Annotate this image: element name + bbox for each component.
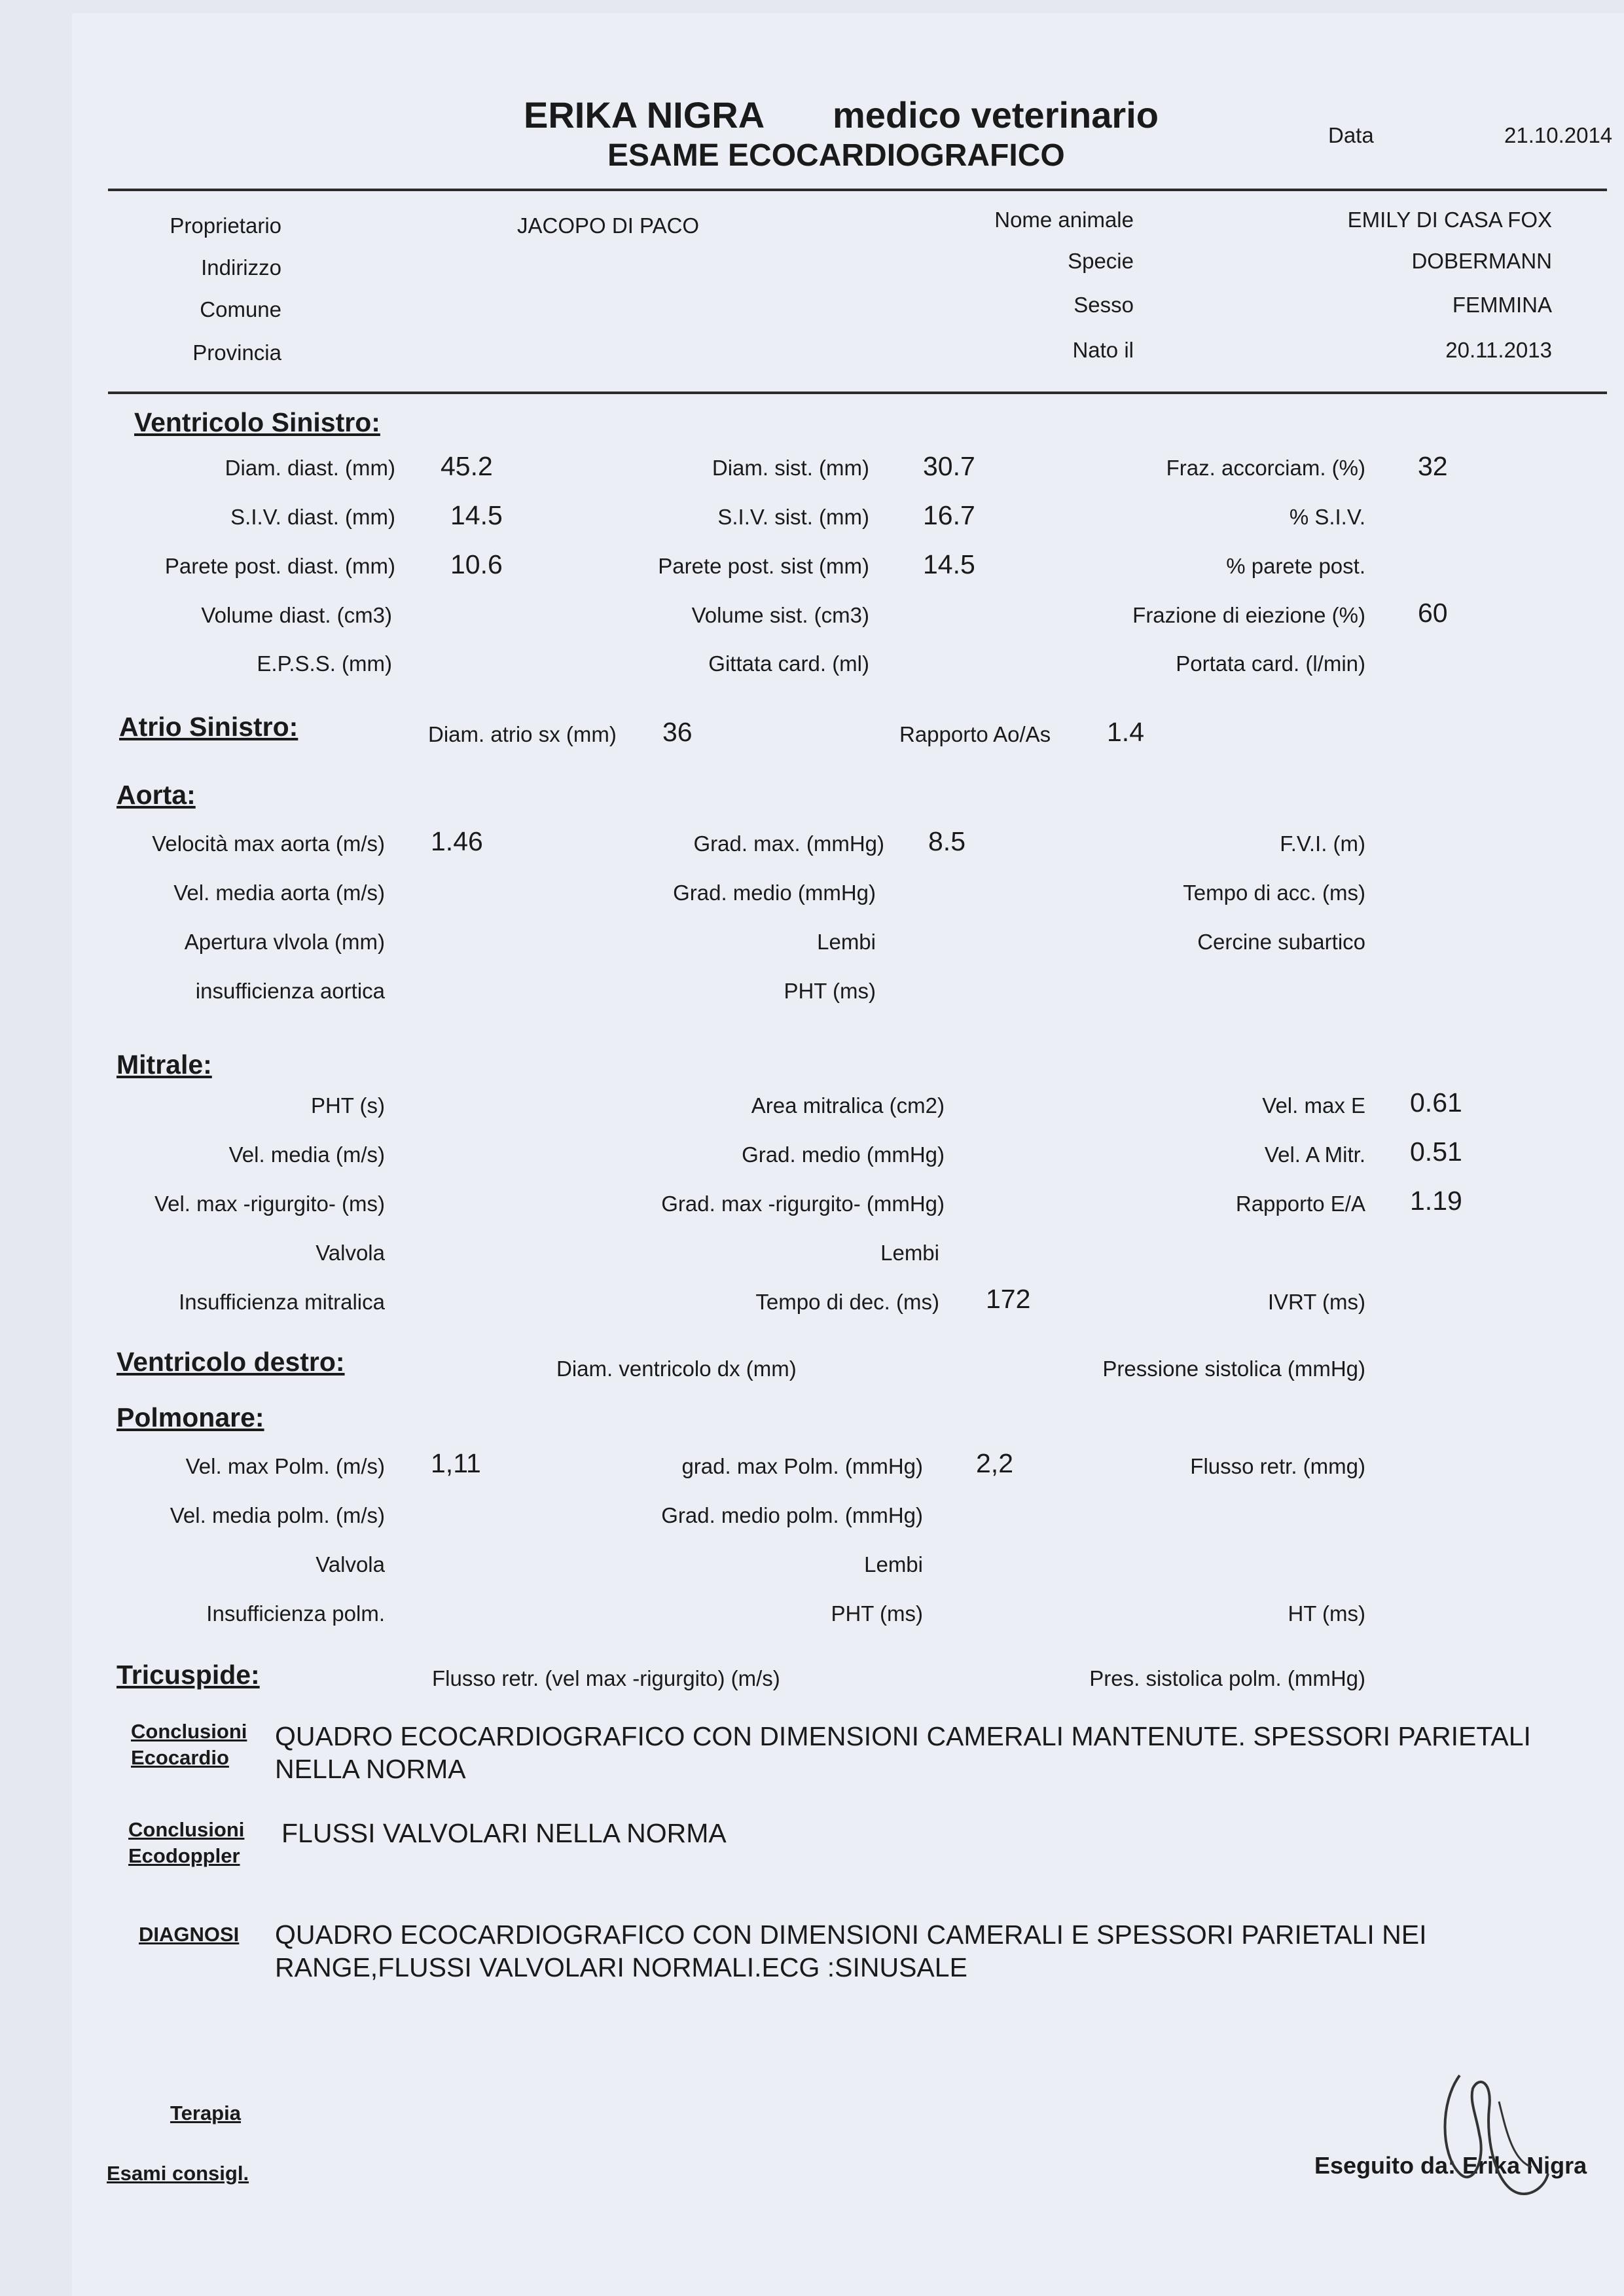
lv-label: % parete post. [1226, 554, 1365, 578]
therapy-label: Terapia [170, 2102, 241, 2124]
pulm-label: Valvola [316, 1552, 385, 1576]
pulm-label: Lembi [864, 1552, 923, 1576]
mitral-label: Vel. max -rigurgito- (ms) [154, 1192, 385, 1216]
patient-rule [108, 392, 1607, 394]
echo-conclusion-label-line2: Ecocardio [131, 1746, 229, 1769]
pulm-label: grad. max Polm. (mmHg) [681, 1454, 923, 1478]
section-title-lv: Ventricolo Sinistro: [134, 407, 380, 437]
diagnosis-text: QUADRO ECOCARDIOGRAFICO CON DIMENSIONI CAMERALI E SPESSORI PARIETALI NEI RANGE,FLUSSI VALVOLARI NORMALI.ECG :SINUSALE [275, 1920, 1427, 1982]
diagnosis-label: DIAGNOSI [139, 1923, 240, 1946]
echo-conclusion-label-line1: Conclusioni [131, 1720, 247, 1743]
animal-name-value: EMILY DI CASA FOX [1347, 208, 1552, 232]
aorta-value: 1.46 [431, 826, 483, 856]
lv-value: 32 [1418, 451, 1448, 481]
city-label: Comune [200, 297, 281, 321]
la-ratio-label: Rapporto Ao/As [899, 722, 1051, 746]
lv-label: Diam. diast. (mm) [225, 456, 395, 480]
lv-label: S.I.V. diast. (mm) [230, 505, 395, 529]
mitral-label: Insufficienza mitralica [179, 1290, 385, 1314]
lv-value: 16.7 [923, 500, 975, 530]
aorta-label: Grad. max. (mmHg) [693, 831, 884, 856]
tric-flow-label: Flusso retr. (vel max -rigurgito) (m/s) [432, 1666, 780, 1690]
mitral-label: Vel. media (m/s) [228, 1142, 385, 1167]
exam-title: ESAME ECOCARDIOGRAFICO [607, 138, 1065, 173]
echo-conclusion-text: QUADRO ECOCARDIOGRAFICO CON DIMENSIONI CAMERALI MANTENUTE. SPESSORI PARIETALI NELLA NORMA [275, 1721, 1531, 1784]
rv-diam-label: Diam. ventricolo dx (mm) [556, 1357, 797, 1381]
section-title-aorta: Aorta: [117, 780, 196, 810]
aorta-label: Tempo di acc. (ms) [1183, 881, 1365, 905]
mitral-value: 0.51 [1410, 1137, 1462, 1167]
mitral-label: IVRT (ms) [1267, 1290, 1365, 1314]
aorta-label: Apertura vlvola (mm) [184, 930, 385, 954]
aorta-value: 8.5 [928, 826, 965, 856]
species-label: Specie [1068, 249, 1134, 273]
mitral-label: Grad. max -rigurgito- (mmHg) [661, 1192, 945, 1216]
echo-conclusion-label [131, 1719, 247, 1771]
born-label: Nato il [1072, 338, 1134, 362]
mitral-label: Valvola [316, 1241, 385, 1265]
section-title-tric: Tricuspide: [117, 1660, 260, 1690]
pulm-label: HT (ms) [1288, 1601, 1365, 1626]
doppler-conclusion-label-line2: Ecodoppler [128, 1844, 240, 1867]
province-label: Provincia [192, 340, 281, 365]
aorta-label: F.V.I. (m) [1280, 831, 1365, 856]
lv-value: 14.5 [923, 549, 975, 579]
lv-label: Gittata card. (ml) [708, 651, 869, 676]
mitral-label: PHT (s) [310, 1093, 385, 1118]
owner-label: Proprietario [170, 213, 281, 238]
pulm-label: Flusso retr. (mmg) [1190, 1454, 1365, 1478]
signature-icon [1434, 2062, 1571, 2213]
rv-pressure-label: Pressione sistolica (mmHg) [1102, 1357, 1365, 1381]
performed-by: Eseguito da: Erika Nigra [1314, 2152, 1587, 2179]
lv-label: % S.I.V. [1289, 505, 1365, 529]
sex-value: FEMMINA [1452, 293, 1552, 317]
doctor-name: ERIKA NIGRA [524, 94, 765, 136]
lv-value: 14.5 [450, 500, 503, 530]
doppler-conclusion-text: FLUSSI VALVOLARI NELLA NORMA [281, 1818, 727, 1848]
la-diam-label: Diam. atrio sx (mm) [428, 722, 617, 746]
pulm-value: 1,11 [431, 1448, 481, 1478]
section-title-mitral: Mitrale: [117, 1049, 212, 1080]
lv-label: S.I.V. sist. (mm) [717, 505, 869, 529]
exams-label: Esami consigl. [107, 2162, 249, 2185]
lv-value: 30.7 [923, 451, 975, 481]
aorta-label: Cercine subartico [1197, 930, 1365, 954]
date-value: 21.10.2014 [1504, 123, 1613, 147]
lv-label: Volume diast. (cm3) [201, 603, 392, 627]
aorta-label: Velocità max aorta (m/s) [152, 831, 385, 856]
pulm-label: Vel. media polm. (m/s) [170, 1503, 385, 1527]
aorta-label: Vel. media aorta (m/s) [173, 881, 385, 905]
section-title-rv: Ventricolo destro: [117, 1347, 345, 1377]
aorta-label: Lembi [817, 930, 876, 954]
lv-label: Fraz. accorciam. (%) [1166, 456, 1365, 480]
mitral-label: Grad. medio (mmHg) [742, 1142, 945, 1167]
mitral-value: 0.61 [1410, 1087, 1462, 1118]
aorta-label: PHT (ms) [784, 979, 876, 1003]
lv-label: Parete post. sist (mm) [658, 554, 869, 578]
born-value: 20.11.2013 [1445, 338, 1552, 362]
doppler-conclusion-label [128, 1817, 244, 1869]
animal-name-label: Nome animale [994, 208, 1134, 232]
lv-label: Volume sist. (cm3) [691, 603, 869, 627]
owner-value: JACOPO DI PACO [517, 213, 700, 238]
section-title-la: Atrio Sinistro: [119, 712, 298, 742]
lv-value: 10.6 [450, 549, 503, 579]
lv-label: Diam. sist. (mm) [712, 456, 869, 480]
lv-label: Parete post. diast. (mm) [164, 554, 395, 578]
lv-label: Frazione di eiezione (%) [1132, 603, 1365, 627]
sex-label: Sesso [1074, 293, 1134, 317]
pulm-value: 2,2 [976, 1448, 1013, 1478]
species-value: DOBERMANN [1411, 249, 1552, 273]
section-title-pulm: Polmonare: [117, 1402, 264, 1432]
doppler-conclusion-label-line1: Conclusioni [128, 1818, 245, 1841]
tric-pres-label: Pres. sistolica polm. (mmHg) [1089, 1666, 1365, 1690]
mitral-label: Rapporto E/A [1235, 1192, 1365, 1216]
pulm-label: Insufficienza polm. [206, 1601, 385, 1626]
la-diam-value: 36 [662, 717, 693, 747]
header-rule [108, 189, 1607, 191]
mitral-label: Tempo di dec. (ms) [755, 1290, 939, 1314]
lv-value: 60 [1418, 598, 1448, 628]
mitral-label: Area mitralica (cm2) [751, 1093, 945, 1118]
pulm-label: PHT (ms) [831, 1601, 923, 1626]
lv-label: Portata card. (l/min) [1176, 651, 1365, 676]
date-label: Data [1328, 123, 1374, 147]
lv-value: 45.2 [441, 451, 493, 481]
mitral-label: Vel. A Mitr. [1264, 1142, 1365, 1167]
la-ratio-value: 1.4 [1107, 717, 1144, 747]
mitral-value: 1.19 [1410, 1186, 1462, 1216]
mitral-label: Vel. max E [1262, 1093, 1365, 1118]
aorta-label: insufficienza aortica [195, 979, 385, 1003]
mitral-value: 172 [986, 1284, 1031, 1314]
address-label: Indirizzo [201, 255, 281, 280]
pulm-label: Grad. medio polm. (mmHg) [661, 1503, 923, 1527]
pulm-label: Vel. max Polm. (m/s) [185, 1454, 385, 1478]
lv-label: E.P.S.S. (mm) [257, 651, 392, 676]
aorta-label: Grad. medio (mmHg) [673, 881, 876, 905]
doctor-title: medico veterinario [833, 94, 1159, 136]
mitral-label: Lembi [880, 1241, 939, 1265]
